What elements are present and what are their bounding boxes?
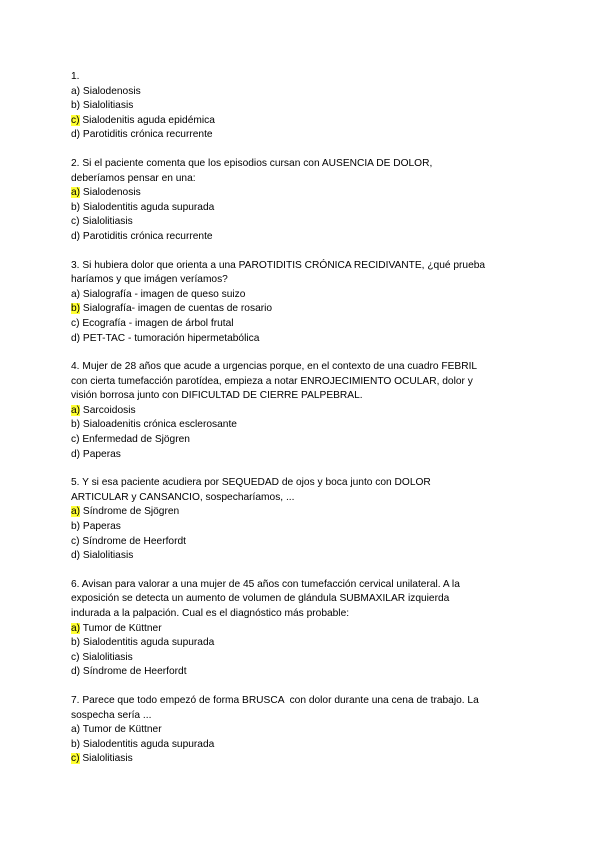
question-block: [71, 259, 531, 347]
option-text: Parotiditis crónica recurrente: [82, 230, 213, 242]
answer-option: [71, 302, 531, 317]
question-stem-line: visión borrosa junto con DIFICULTAD DE CIERRE PALPEBRAL.: [71, 390, 363, 402]
highlighted-option-letter: a): [71, 187, 81, 199]
option-text: Tumor de Küttner: [82, 724, 162, 736]
option-letter: a): [71, 724, 81, 736]
option-text: Sialodentitis aguda supurada: [82, 637, 215, 649]
option-letter: d): [71, 550, 81, 562]
question-stem-line: con cierta tumefacción parotídea, empieza a notar ENROJECIMIENTO OCULAR, dolor y: [71, 375, 473, 387]
option-letter: d): [71, 666, 81, 678]
option-text: Sialodenosis: [82, 85, 141, 97]
highlighted-option-letter: a): [71, 506, 81, 518]
answer-option: [71, 186, 531, 201]
option-text: Síndrome de Heerfordt: [82, 535, 186, 547]
question-block: [71, 578, 531, 680]
highlighted-option-letter: c): [71, 114, 80, 126]
option-letter: b): [71, 100, 81, 112]
answer-option: [71, 723, 531, 738]
answer-option: [71, 128, 531, 143]
answer-option: [71, 448, 531, 463]
option-letter: c): [71, 535, 80, 547]
option-letter: d): [71, 448, 81, 460]
answer-option: [71, 85, 531, 100]
question-block: [71, 70, 531, 143]
answer-option: [71, 665, 531, 680]
highlighted-option-letter: c): [71, 753, 80, 765]
question-stem-line: deberíamos pensar en una:: [71, 172, 196, 184]
answer-option: [71, 505, 531, 520]
option-text: Sialografía- imagen de cuentas de rosario: [82, 303, 273, 315]
option-text: Parotiditis crónica recurrente: [82, 129, 213, 141]
option-text: Tumor de Küttner: [82, 622, 162, 634]
option-text: Sialodenitis aguda epidémica: [82, 114, 215, 126]
option-letter: c): [71, 216, 80, 228]
option-letter: b): [71, 637, 81, 649]
option-letter: b): [71, 201, 81, 213]
option-text: Sialolitiasis: [82, 216, 133, 228]
answer-option: [71, 332, 531, 347]
option-text: Sialolitiasis: [82, 651, 133, 663]
option-letter: a): [71, 85, 81, 97]
answer-option: [71, 99, 531, 114]
question-stem-line: 6. Avisan para valorar a una mujer de 45 años con tumefacción cervical unilateral. A la: [71, 578, 460, 590]
answer-option: [71, 636, 531, 651]
question-stem-line: 4. Mujer de 28 años que acude a urgencias porque, en el contexto de una cuadro FEBRIL: [71, 361, 478, 373]
option-text: Paperas: [82, 521, 121, 533]
question-stem-line: 5. Y si esa paciente acudiera por SEQUEDAD de ojos y boca junto con DOLOR: [71, 477, 431, 489]
question-block: [71, 476, 531, 564]
answer-option: [71, 215, 531, 230]
question-stem-line: ARTICULAR y CANSANCIO, sospecharíamos, ...: [71, 491, 295, 503]
option-letter: a): [71, 288, 81, 300]
option-text: Sialolitiasis: [82, 550, 134, 562]
question-block: [71, 694, 531, 767]
answer-option: [71, 433, 531, 448]
option-letter: b): [71, 521, 81, 533]
option-text: Paperas: [82, 448, 121, 460]
question-block: [71, 360, 531, 462]
option-text: Sialodentitis aguda supurada: [82, 738, 215, 750]
answer-option: [71, 288, 531, 303]
highlighted-option-letter: a): [71, 404, 81, 416]
quiz-content: [71, 70, 531, 781]
option-text: Ecografía - imagen de árbol frutal: [82, 317, 234, 329]
answer-option: [71, 520, 531, 535]
option-text: Sialolitiasis: [82, 100, 134, 112]
answer-option: [71, 418, 531, 433]
option-text: Sialografía - imagen de queso suizo: [82, 288, 246, 300]
option-letter: b): [71, 738, 81, 750]
question-block: [71, 157, 531, 245]
option-text: Sialolitiasis: [82, 753, 133, 765]
option-text: Enfermedad de Sjögren: [82, 434, 190, 446]
answer-option: [71, 114, 531, 129]
question-stem-line: 3. Si hubiera dolor que orienta a una PAROTIDITIS CRÓNICA RECIDIVANTE, ¿qué prueba: [71, 259, 486, 271]
question-stem-line: 1.: [71, 71, 80, 82]
option-letter: c): [71, 651, 80, 663]
question-stem-line: 7. Parece que todo empezó de forma BRUSCA con dolor durante una cena de trabajo. La: [71, 694, 479, 706]
answer-option: [71, 622, 531, 637]
question-stem-line: indurada a la palpación. Cual es el diagnóstico más probable:: [71, 608, 350, 619]
highlighted-option-letter: b): [71, 303, 81, 315]
question-stem-line: 2. Si el paciente comenta que los episodios cursan con AUSENCIA DE DOLOR,: [71, 157, 433, 169]
option-text: Síndrome de Heerfordt: [82, 666, 187, 678]
option-letter: d): [71, 129, 81, 141]
option-text: Sialoadenitis crónica esclerosante: [82, 419, 237, 431]
question-stem-line: sospecha sería ...: [71, 709, 152, 721]
option-text: Síndrome de Sjögren: [82, 506, 180, 518]
option-text: PET-TAC - tumoración hipermetabólica: [82, 332, 260, 344]
question-stem-line: haríamos y que imágen veríamos?: [71, 274, 228, 286]
answer-option: [71, 317, 531, 332]
answer-option: [71, 752, 531, 767]
option-text: Sialodenosis: [82, 187, 141, 199]
question-stem-line: exposición se detecta un aumento de volumen de glándula SUBMAXILAR izquierda: [71, 593, 450, 605]
option-letter: c): [71, 434, 80, 446]
answer-option: [71, 535, 531, 550]
option-letter: d): [71, 230, 81, 242]
answer-option: [71, 404, 531, 419]
option-text: Sialodentitis aguda supurada: [82, 201, 215, 213]
answer-option: [71, 201, 531, 216]
option-letter: d): [71, 332, 81, 344]
highlighted-option-letter: a): [71, 622, 81, 634]
answer-option: [71, 549, 531, 564]
answer-option: [71, 230, 531, 245]
option-text: Sarcoidosis: [82, 404, 136, 416]
answer-option: [71, 738, 531, 753]
answer-option: [71, 651, 531, 666]
option-letter: b): [71, 419, 81, 431]
option-letter: c): [71, 317, 80, 329]
